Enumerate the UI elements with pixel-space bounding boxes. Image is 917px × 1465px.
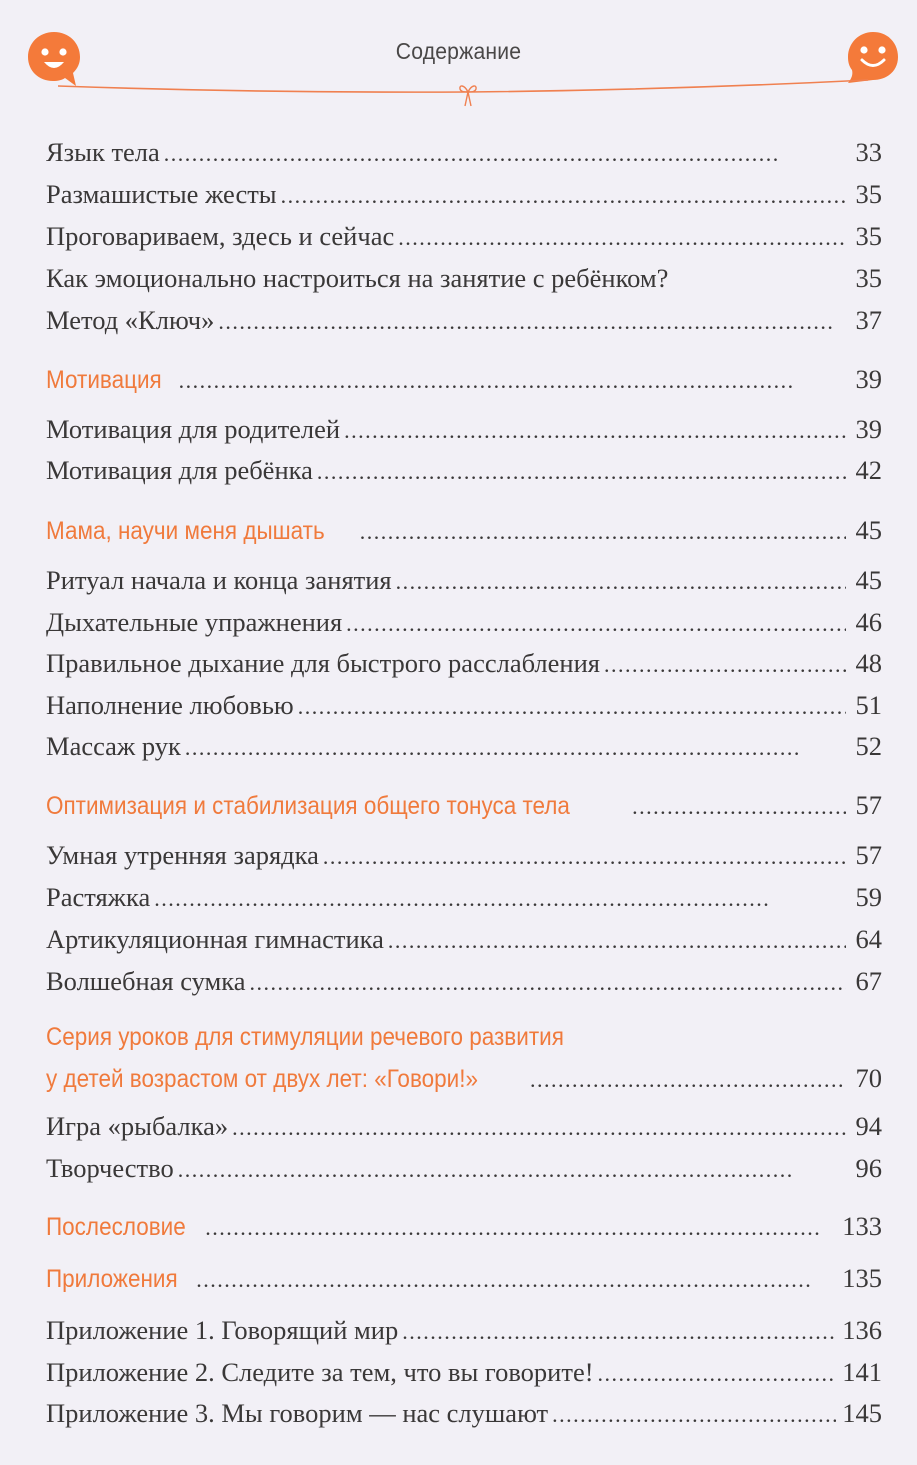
toc-entry[interactable] <box>46 177 882 213</box>
toc-entry-page: 59 <box>855 882 882 912</box>
toc-section-label: Приложения <box>46 1265 178 1293</box>
toc-section-label: Мама, научи меня дышать <box>46 517 325 545</box>
toc-entry-page: 51 <box>855 690 882 720</box>
toc-entry-page: 45 <box>855 515 882 545</box>
toc-entry-label: Размашистые жесты <box>46 179 277 209</box>
toc-entry[interactable] <box>46 964 882 1000</box>
toc-entry-label: Ритуал начала и конца занятия <box>46 565 392 595</box>
toc-entry[interactable] <box>46 135 882 171</box>
toc-entry-page: 35 <box>855 221 882 251</box>
toc-entry-page: 35 <box>855 179 882 209</box>
toc-entry-label: Мотивация для родителей <box>46 414 341 444</box>
toc-entry[interactable] <box>46 1151 882 1187</box>
toc-entry[interactable] <box>46 1396 882 1432</box>
header-divider-left <box>58 76 468 112</box>
toc-entry-page: 57 <box>855 840 882 870</box>
toc-section-breathing[interactable] <box>46 513 882 549</box>
dot-leader <box>178 1153 846 1187</box>
toc-entry-page: 94 <box>855 1111 882 1141</box>
dot-leader <box>196 1263 836 1297</box>
toc-entry[interactable] <box>46 729 882 765</box>
toc-entry-page: 141 <box>842 1357 882 1387</box>
toc-entry-page: 96 <box>855 1153 882 1183</box>
toc-entry-label: Метод «Ключ» <box>46 305 215 335</box>
dot-leader <box>360 515 846 549</box>
toc-entry-label: Артикуляционная гимнастика <box>46 924 384 954</box>
toc-entry[interactable] <box>46 219 882 255</box>
toc-entry-label: Как эмоционально настроиться на занятие с ребёнком? <box>46 263 669 293</box>
toc-entry-label: Наполнение любовью <box>46 690 294 720</box>
dot-leader <box>402 1315 836 1349</box>
toc-entry-page: 57 <box>855 790 882 820</box>
toc-section-body-tone[interactable] <box>46 788 882 824</box>
dot-leader <box>205 1211 836 1245</box>
dot-leader <box>344 414 846 448</box>
toc-entry-label: Приложение 1. Говорящий мир <box>46 1315 399 1345</box>
toc-entry-label: Язык тела <box>46 137 160 167</box>
toc-entry-label: Волшебная сумка <box>46 966 246 996</box>
dot-leader <box>281 179 846 213</box>
toc-entry[interactable] <box>46 303 882 339</box>
toc-entry-label: Мотивация для ребёнка <box>46 455 313 485</box>
toc-entry[interactable] <box>46 922 882 958</box>
toc-section-motivation[interactable] <box>46 362 882 398</box>
toc-entry-page: 46 <box>855 607 882 637</box>
dot-leader <box>552 1398 836 1432</box>
toc-entry-page: 133 <box>842 1211 882 1241</box>
dot-leader <box>250 966 846 1000</box>
toc-entry[interactable] <box>46 261 882 295</box>
toc-entry[interactable] <box>46 563 882 599</box>
dot-leader <box>232 1111 846 1145</box>
dot-leader <box>164 137 846 171</box>
toc-entry[interactable] <box>46 880 882 916</box>
toc-section-label: Оптимизация и стабилизация общего тонуса тела <box>46 792 570 820</box>
toc-section-label: Послесловие <box>46 1213 186 1241</box>
toc-entry[interactable] <box>46 453 882 489</box>
toc-entry-label: Растяжка <box>46 882 151 912</box>
toc-entry-label: Приложение 3. Мы говорим — нас слушают <box>46 1398 549 1428</box>
toc-section-label: у детей возрастом от двух лет: «Говори!» <box>46 1065 479 1093</box>
dot-leader <box>398 221 846 255</box>
toc-entry-page: 70 <box>855 1063 882 1093</box>
toc-entry-page: 37 <box>855 305 882 335</box>
toc-entry[interactable] <box>46 646 882 682</box>
dot-leader <box>154 882 846 916</box>
ribbon-bow-icon <box>452 80 484 112</box>
dot-leader <box>530 1063 846 1097</box>
dot-leader <box>598 1357 837 1391</box>
toc-entry-page: 52 <box>855 731 882 761</box>
toc-entry-page: 42 <box>855 455 882 485</box>
dot-leader <box>298 690 846 724</box>
toc-entry-label: Игра «рыбалка» <box>46 1111 229 1141</box>
toc-entry-page: 136 <box>842 1315 882 1345</box>
toc-entry-label: Творчество <box>46 1153 174 1183</box>
toc-entry-label: Приложение 2. Следите за тем, что вы говорите! <box>46 1357 594 1387</box>
toc-section-label: Мотивация <box>46 366 162 394</box>
dot-leader <box>396 565 846 599</box>
dot-leader <box>632 790 846 824</box>
toc-entry[interactable] <box>46 605 882 641</box>
toc-entry-page: 67 <box>855 966 882 996</box>
toc-entry[interactable] <box>46 1355 882 1391</box>
toc-entry-label: Умная утренняя зарядка <box>46 840 319 870</box>
toc-section-afterword[interactable] <box>46 1209 882 1245</box>
dot-leader <box>179 364 846 398</box>
toc-section-speech-lessons[interactable] <box>46 1061 882 1097</box>
dot-leader <box>323 840 846 874</box>
page-title: Содержание <box>395 38 522 64</box>
dot-leader <box>346 607 846 641</box>
toc-entry[interactable] <box>46 688 882 724</box>
toc-entry-page: 45 <box>855 565 882 595</box>
dot-leader <box>604 648 846 682</box>
header-divider-right <box>468 76 868 112</box>
toc-entry-label: Массаж рук <box>46 731 181 761</box>
toc-entry[interactable] <box>46 412 882 448</box>
dot-leader <box>317 455 846 489</box>
toc-section-label-line1[interactable]: Серия уроков для стимуляции речевого развития <box>46 1023 564 1051</box>
toc-entry-page: 39 <box>855 414 882 444</box>
toc-entry-page: 64 <box>855 924 882 954</box>
toc-entry-page: 48 <box>855 648 882 678</box>
toc-entry[interactable] <box>46 838 882 874</box>
toc-entry[interactable] <box>46 1109 882 1145</box>
toc-entry-page: 145 <box>842 1398 882 1428</box>
dot-leader <box>388 924 846 958</box>
toc-entry-page: 35 <box>855 263 882 293</box>
toc-entry-label: Проговариваем, здесь и сейчас <box>46 221 395 251</box>
toc-entry-page: 33 <box>855 137 882 167</box>
toc-entry-page: 39 <box>855 364 882 394</box>
toc-section-appendices[interactable] <box>46 1261 882 1297</box>
toc-entry-page: 135 <box>842 1263 882 1293</box>
dot-leader <box>218 305 846 339</box>
toc-entry-label: Дыхательные упражнения <box>46 607 343 637</box>
dot-leader <box>185 731 846 765</box>
toc-entry[interactable] <box>46 1313 882 1349</box>
toc-entry-label: Правильное дыхание для быстрого расслабления <box>46 648 600 678</box>
